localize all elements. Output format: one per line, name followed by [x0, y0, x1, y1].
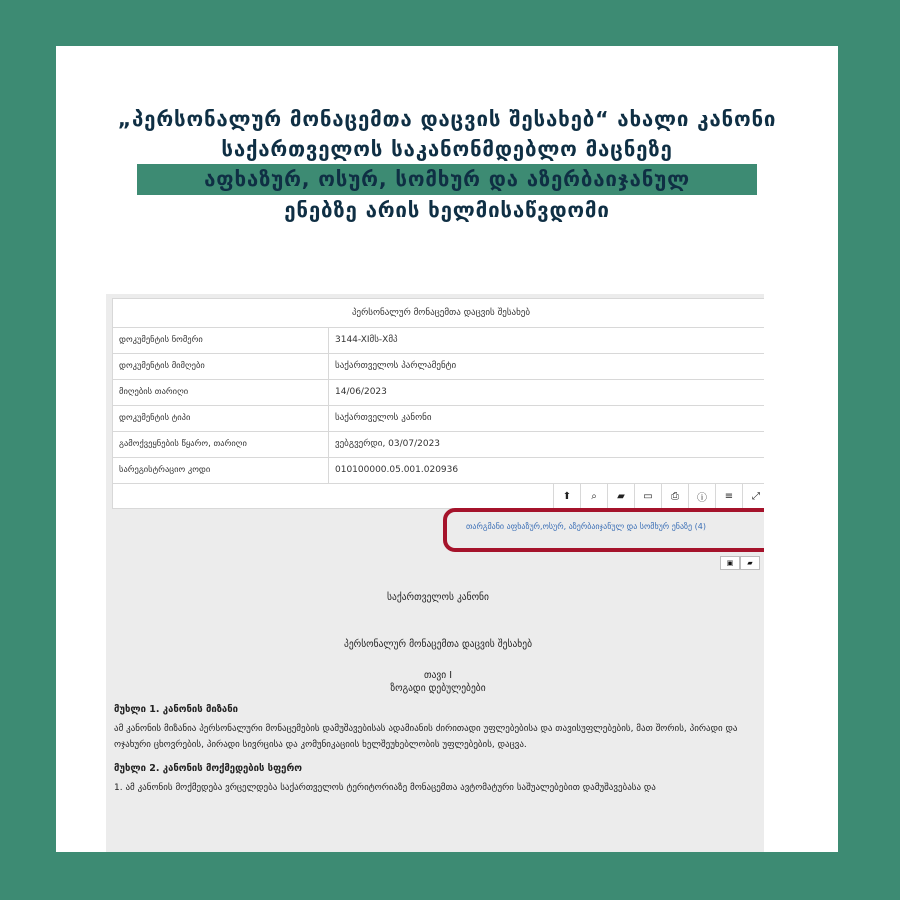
metadata-row [113, 432, 764, 458]
metadata-value: 14/06/2023 [335, 387, 387, 397]
metadata-label: დოკუმენტის მიმღები [113, 354, 329, 379]
document-title: პერსონალურ მონაცემთა დაცვის შესახებ [113, 299, 764, 328]
metadata-row [113, 328, 764, 354]
article-2-title: მუხლი 2. კანონის მოქმედების სფერო [114, 763, 302, 774]
metadata-row [113, 406, 764, 432]
metadata-value: 3144-XIმს-Xმპ [335, 335, 398, 345]
metadata-label: დოკუმენტის ნომერი [113, 328, 329, 353]
headline [56, 104, 838, 225]
upload-icon[interactable]: ⬆ [553, 484, 580, 508]
metadata-label: მიღების თარიღი [113, 380, 329, 405]
print-icon[interactable]: ⎙ [661, 484, 688, 508]
chapter-number: თავი I [423, 670, 453, 681]
metadata-value: 010100000.05.001.020936 [335, 465, 459, 475]
comment-icon[interactable]: ▰ [740, 556, 760, 570]
headline-line-4: ენებზე არის ხელმისაწვდომი [284, 198, 610, 222]
metadata-label: დოკუმენტის ტიპი [113, 406, 329, 431]
law-heading: საქართველოს კანონი [387, 592, 489, 603]
article-1-title: მუხლი 1. კანონის მიზანი [114, 704, 238, 715]
metadata-row [113, 354, 764, 380]
metadata-label: გამოქვეყნების წყარო, თარიღი [113, 432, 329, 457]
document-toolbar [113, 484, 764, 508]
chapter-title: ზოგადი დებულებები [390, 683, 486, 694]
metadata-value: საქართველოს პარლამენტი [335, 361, 457, 371]
metadata-table [112, 298, 764, 509]
translation-link[interactable]: თარგმანი აფხაზურ,ოსურ, აზერბაიჯანულ და სომხურ ენაზე (4) [466, 522, 706, 531]
expand-icon[interactable]: ⤢ [742, 484, 764, 508]
headline-highlight: აფხაზურ, ოსურ, სომხურ და აზერბაიჯანულ [137, 164, 757, 195]
law-text [114, 584, 762, 796]
document-screenshot [106, 294, 764, 852]
metadata-row [113, 458, 764, 484]
metadata-value: საქართველოს კანონი [335, 413, 432, 423]
comment-icon[interactable]: ▰ [607, 484, 634, 508]
article-1-text: ამ კანონის მიზანია პერსონალური მონაცემების დამუშავებისას ადამიანის ძირითადი უფლებებისა და თავისუფლებების, მათ შორის, პირადი და ოჯახური ცხოვრების, პირადი სივრცისა და კომუნიკაციის ხელშეუხებლობის უფლებების, დაცვა. [114, 724, 738, 750]
article-2-text: 1. ამ კანონის მოქმედება ვრცელდება საქართველოს ტერიტორიაზე მონაცემთა ავტომატური საშუალებებით დამუშავებასა და [114, 783, 656, 793]
headline-line-2: საქართველოს საკანონმდებლო მაცნეზე [221, 137, 673, 161]
search-icon[interactable]: ⌕ [580, 484, 607, 508]
inbox-icon[interactable]: ▭ [634, 484, 661, 508]
metadata-value: ვებგვერდი, 03/07/2023 [335, 439, 441, 449]
info-icon[interactable]: ⓘ [688, 484, 715, 508]
headline-line-1: „პერსონალურ მონაცემთა დაცვის შესახებ“ ახალი კანონი [117, 107, 777, 131]
mini-toolbar [720, 556, 760, 570]
law-title: პერსონალურ მონაცემთა დაცვის შესახებ [344, 639, 532, 650]
metadata-label: სარეგისტრაციო კოდი [113, 458, 329, 483]
card [56, 46, 838, 852]
list-icon[interactable]: ≡ [715, 484, 742, 508]
metadata-row [113, 380, 764, 406]
download-icon[interactable]: ▣ [720, 556, 740, 570]
